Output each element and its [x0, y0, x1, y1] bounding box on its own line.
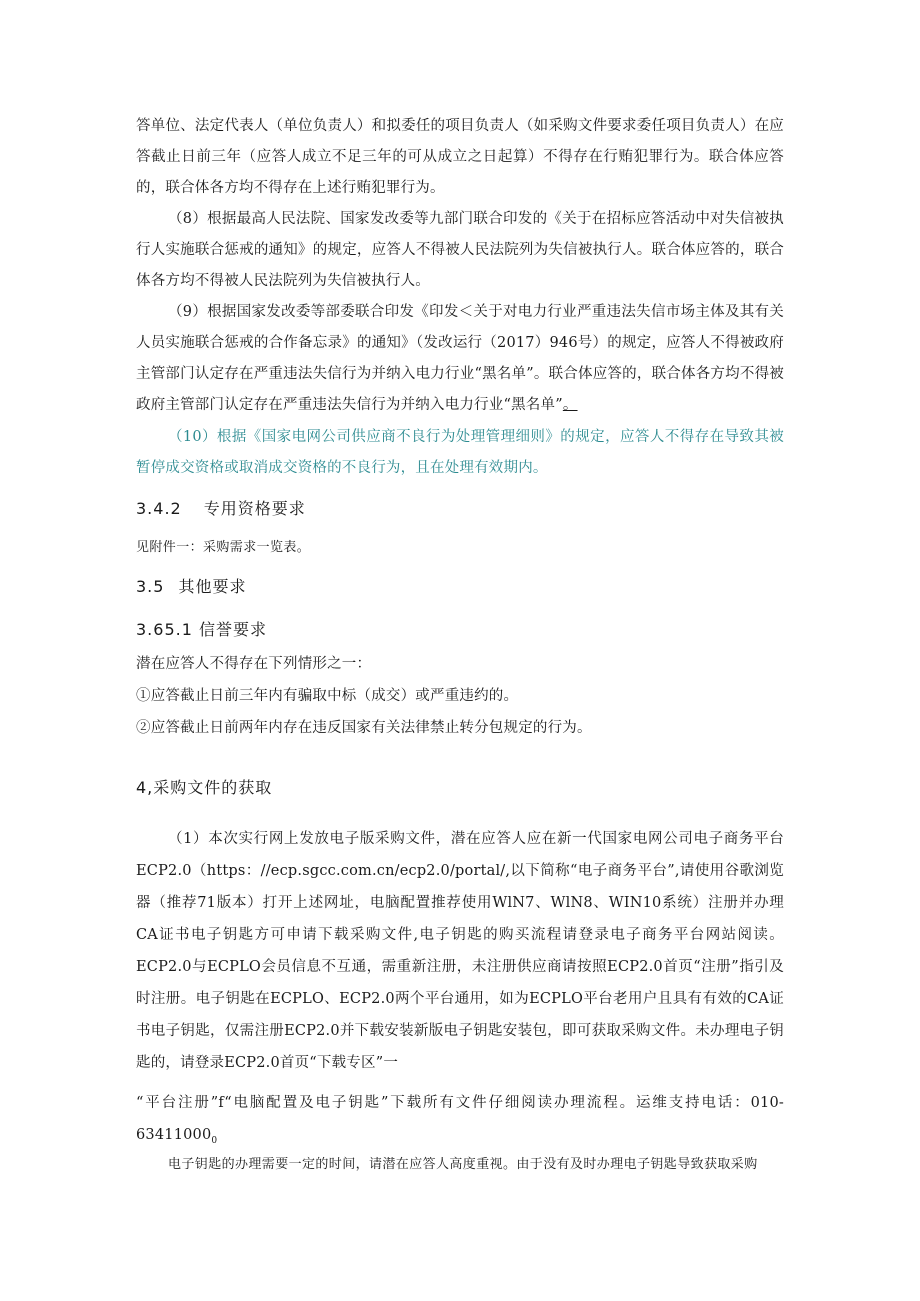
heading-title: 其他要求: [178, 577, 247, 596]
credit-intro: 潜在应答人不得存在下列情形之一：: [136, 656, 372, 672]
paragraph-4-2-text: “平台注册”f“电脑配置及电子钥匙”下载所有文件仔细阅读办理流程。运维支持电话：010-63411000: [136, 1095, 784, 1143]
heading-number: 3.4.2: [136, 499, 182, 518]
paragraph-item-8: （8）根据最高人民法院、国家发改委等九部门联合印发的《关于在招标应答活动中对失信被执行人实施联合惩戒的通知》的规定，应答人不得被人民法院列为失信被执行人。联合体应答的，联合体各方均不得被人民法院列为失信被执行人。: [136, 211, 784, 289]
credit-item-2: ②应答截止日前两年内存在违反国家有关法律禁止转分包规定的行为。: [136, 720, 592, 736]
paragraph-4-2: [136, 1087, 784, 1157]
paragraph-4-2-sub: 0: [211, 1135, 218, 1146]
paragraph-item-9-text: （9）根据国家发改委等部委联合印发《印发＜关于对电力行业严重违法失信市场主体及其有关人员实施联合惩戒的合作备忘录》的通知》（发改运行（2017）946号）的规定，应答人不得被政府主管部门认定存在严重违法失信行为并纳入电力行业“黑名单”。联合体应答的，联合体各方均不得被政府主管部门认定存在严重违法失信行为并纳入电力行业“黑名单”: [136, 304, 784, 413]
heading-3-5: [136, 574, 784, 600]
heading-number: 3.5: [136, 577, 165, 596]
see-attachment-note: 见附件一：采购需求一览表。: [136, 540, 311, 555]
heading-3-65-1: 3.65.1 信誉要求: [136, 620, 267, 639]
heading-3-4-2: [136, 496, 784, 522]
paragraph-item-9-end: 。: [562, 397, 578, 413]
paragraph-item-10: （10）根据《国家电网公司供应商不良行为处理管理细则》的规定，应答人不得存在导致其被暂停成交资格或取消成交资格的不良行为，且在处理有效期内。: [136, 429, 784, 476]
paragraph-bribery-clause: 答单位、法定代表人（单位负责人）和拟委任的项目负责人（如采购文件要求委任项目负责人）在应答截止日前三年（应答人成立不足三年的可从成立之日起算）不得存在行贿犯罪行为。联合体应答的，联合体各方均不得存在上述行贿犯罪行为。: [136, 118, 784, 196]
paragraph-item-9: [136, 297, 784, 421]
paragraph-4-3: 电子钥匙的办理需要一定的时间，请潜在应答人高度重视。由于没有及时办理电子钥匙导致获取采购: [168, 1157, 758, 1172]
heading-section-4: 4,采购文件的获取: [136, 778, 273, 797]
paragraph-4-1: （1）本次实行网上发放电子版采购文件，潜在应答人应在新一代国家电网公司电子商务平台ECP2.0（https：//ecp.sgcc.com.cn/ecp2.0/portal/,以下简称“电子商务平台”,请使用谷歌浏览器（推荐71版本）打开上述网址，电脑配置推荐使用WlN7、WlN8、WIN10系统）注册并办理CA证书电子钥匙方可申请下载采购文件,电子钥匙的购买流程请登录电子商务平台网站阅读。ECP2.0与ECPLO会员信息不互通，需重新注册，未注册供应商请按照ECP2.0首页“注册”指引及时注册。电子钥匙在ECPLO、ECP2.0两个平台通用，如为ECPLO平台老用户且具有有效的CA证书电子钥匙，仅需注册ECP2.0并下载安装新版电子钥匙安装包，即可获取采购文件。未办理电子钥匙的，请登录ECP2.0首页“下载专区”一: [136, 831, 784, 1071]
heading-title: 专用资格要求: [203, 499, 306, 518]
credit-item-1: ①应答截止日前三年内有骗取中标（成交）或严重违约的。: [136, 688, 519, 704]
